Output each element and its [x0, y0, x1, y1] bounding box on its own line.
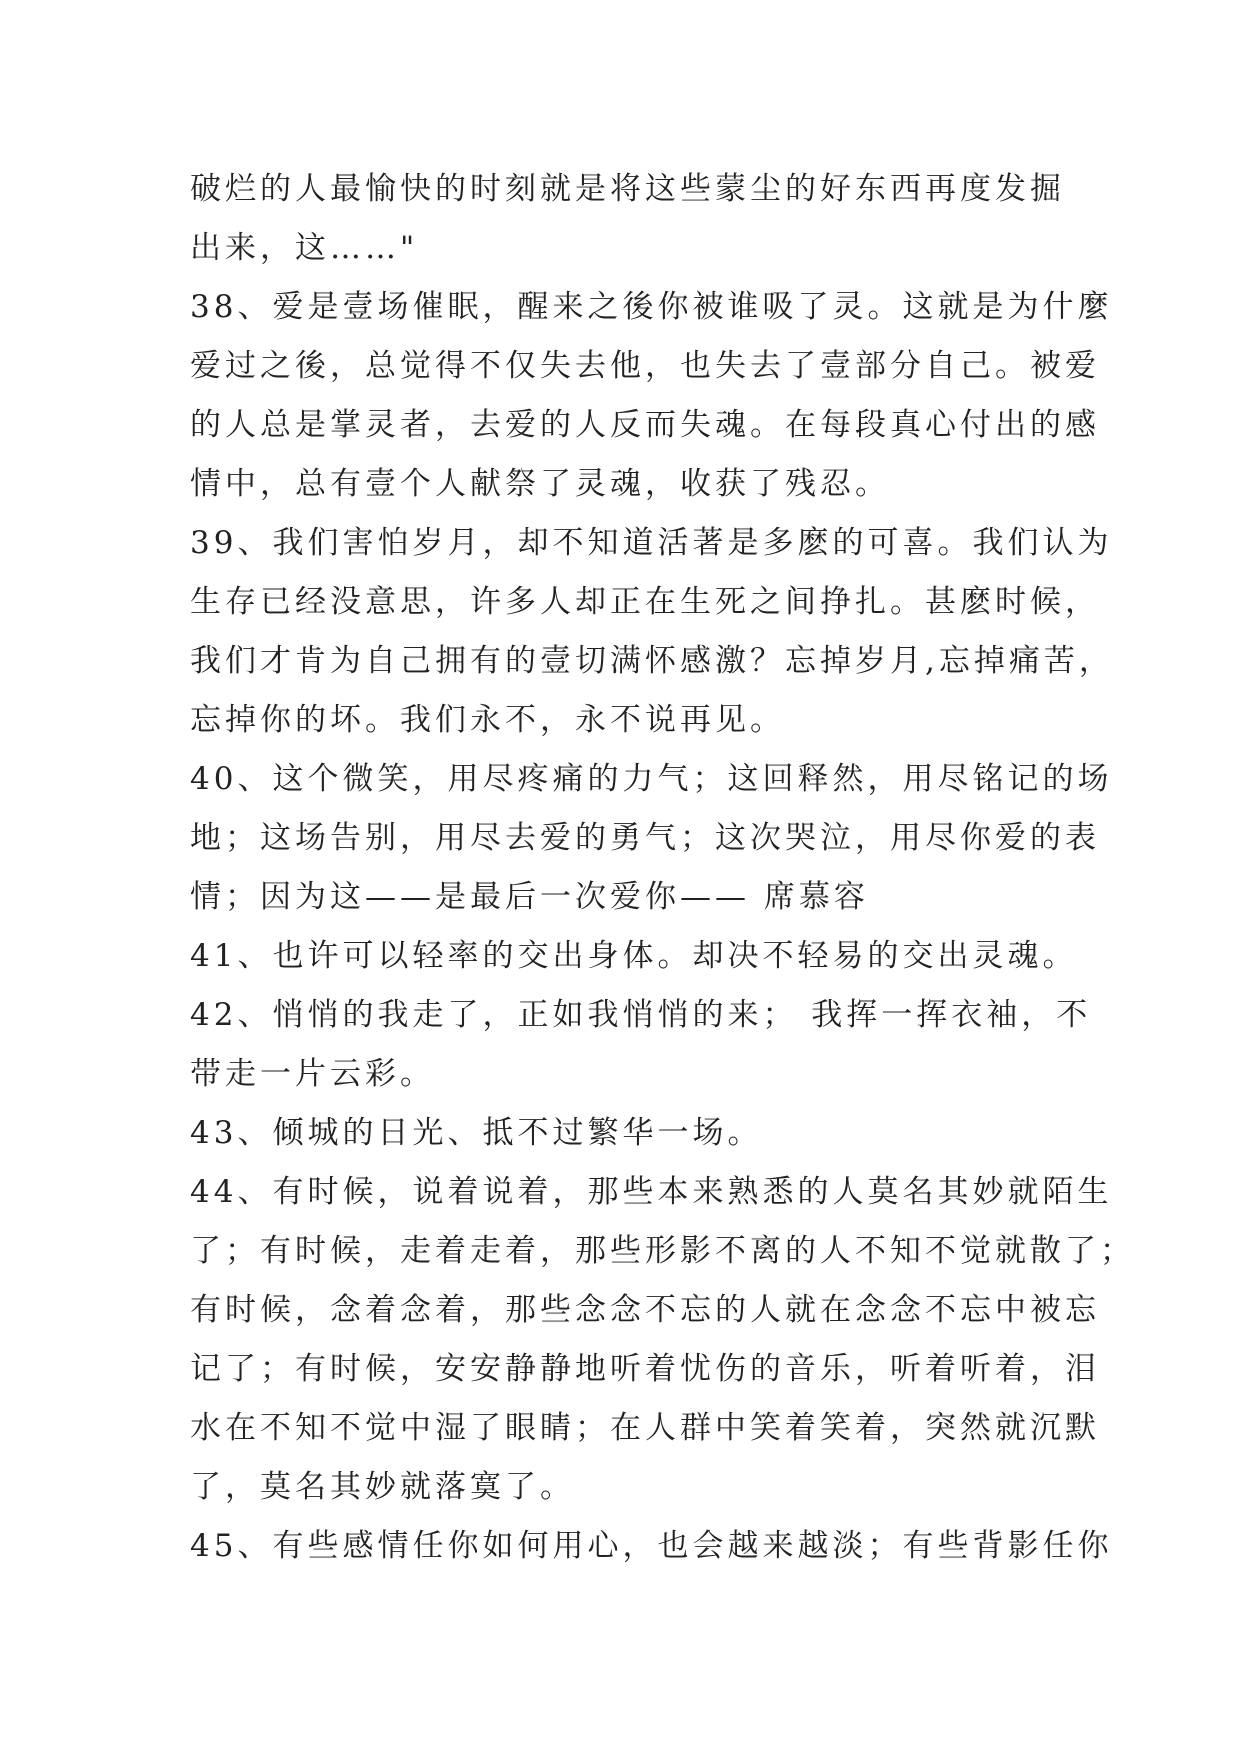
- text-line: 生存已经没意思，许多人却正在生死之间挣扎。甚麽时候，: [190, 584, 1100, 620]
- document-body: [190, 160, 1135, 1576]
- text-line: 42、悄悄的我走了，正如我悄悄的来； 我挥一挥衣袖，不: [190, 997, 1092, 1033]
- text-line: 了；有时候，走着走着，那些形影不离的人不知不觉就散了；: [190, 1233, 1135, 1269]
- text-line: 记了；有时候，安安静静地听着忧伤的音乐，听着听着，泪: [190, 1351, 1100, 1387]
- text-line: 情；因为这——是最后一次爱你—— 席慕容: [190, 879, 869, 915]
- text-line: 了，莫名其妙就落寞了。: [190, 1469, 575, 1505]
- text-line: 地；这场告别，用尽去爱的勇气；这次哭泣，用尽你爱的表: [190, 820, 1100, 856]
- text-line: 带走一片云彩。: [190, 1056, 435, 1092]
- text-line: 情中，总有壹个人献祭了灵魂，收获了残忍。: [190, 466, 890, 502]
- text-line: 39、我们害怕岁月，却不知道活著是多麽的可喜。我们认为: [190, 525, 1113, 561]
- text-line: 38、爱是壹场催眠，醒来之後你被谁吸了灵。这就是为什麼: [190, 289, 1113, 325]
- text-line: 我们才肯为自己拥有的壹切满怀感激？忘掉岁月,忘掉痛苦，: [190, 643, 1114, 679]
- text-line: 45、有些感情任你如何用心，也会越来越淡；有些背影任你: [190, 1528, 1113, 1564]
- text-line: 有时候，念着念着，那些念念不忘的人就在念念不忘中被忘: [190, 1292, 1100, 1328]
- text-line: 爱过之後，总觉得不仅失去他，也失去了壹部分自己。被爱: [190, 348, 1100, 384]
- text-line: 40、这个微笑，用尽疼痛的力气；这回释然，用尽铭记的场: [190, 761, 1113, 797]
- text-line: 41、也许可以轻率的交出身体。却决不轻易的交出灵魂。: [190, 938, 1078, 974]
- text-line: 水在不知不觉中湿了眼睛；在人群中笑着笑着，突然就沉默: [190, 1410, 1100, 1446]
- text-line: 破烂的人最愉快的时刻就是将这些蒙尘的好东西再度发掘: [190, 171, 1065, 207]
- text-line: 43、倾城的日光、抵不过繁华一场。: [190, 1115, 763, 1151]
- text-line: 44、有时候，说着说着，那些本来熟悉的人莫名其妙就陌生: [190, 1174, 1113, 1210]
- text-line: 出来，这……": [190, 230, 419, 266]
- text-line: 忘掉你的坏。我们永不，永不说再见。: [190, 702, 785, 738]
- text-line: 的人总是掌灵者，去爱的人反而失魂。在每段真心付出的感: [190, 407, 1100, 443]
